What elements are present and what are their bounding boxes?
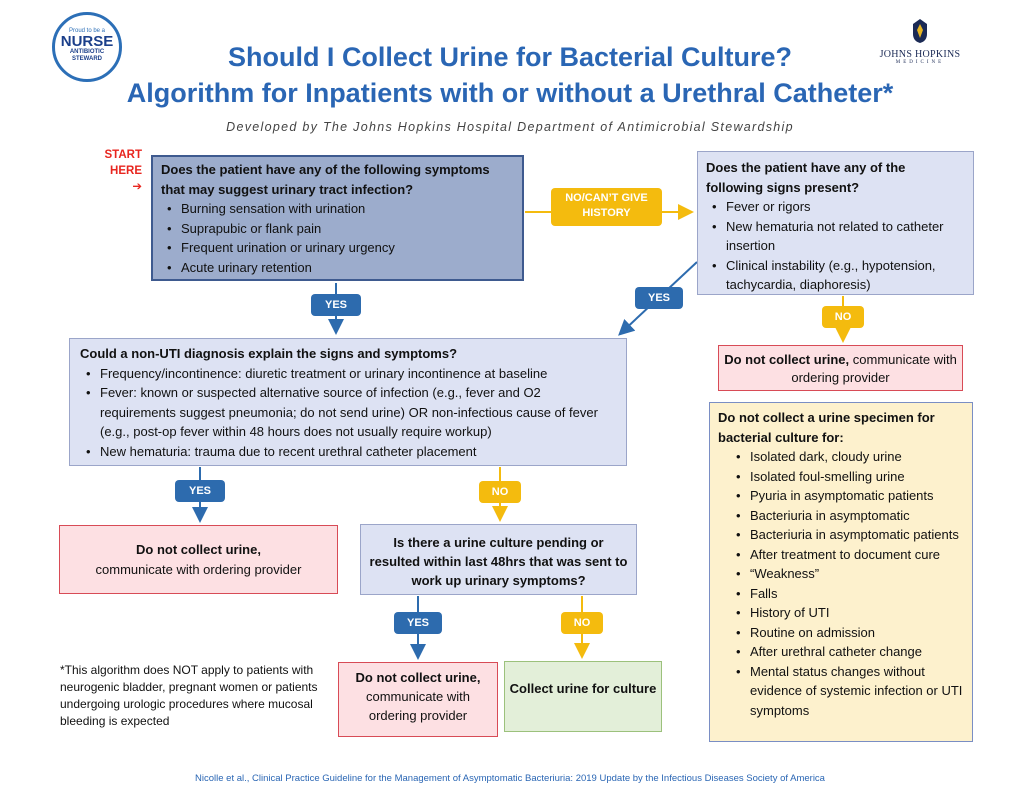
footnote: *This algorithm does NOT apply to patients with neurogenic bladder, pregnant women or patients undergoing urologic procedures where mucosal bleeding is expected bbox=[60, 663, 318, 728]
list-item: • Falls bbox=[730, 584, 964, 604]
dnc-left-bold: Do not collect urine, bbox=[136, 542, 261, 557]
list-item: • Frequency/incontinence: diuretic treatment or urinary incontinence at baseline bbox=[80, 364, 616, 384]
list-item: • Frequent urination or urinary urgency bbox=[161, 238, 514, 258]
signs-question-box bbox=[697, 151, 974, 295]
non-uti-question-box bbox=[69, 338, 627, 466]
list-item: • New hematuria not related to catheter insertion bbox=[706, 217, 965, 256]
list-item: • Fever: known or suspected alternative source of infection (e.g., fever and O2 requirements suggest pneumonia; do not send urine) OR non-infectious cause of fever (e.g., post-op fever within 48 hours does not usually require workup) bbox=[80, 383, 616, 442]
nonuti-heading: Could a non-UTI diagnosis explain the signs and symptoms? bbox=[80, 346, 458, 361]
page-title-line2: Algorithm for Inpatients with or without a Urethral Catheter* bbox=[126, 78, 894, 108]
do-not-collect-box-right bbox=[718, 345, 963, 391]
list-item: • Clinical instability (e.g., hypotension, tachycardia, diaphoresis) bbox=[706, 256, 965, 295]
logo-nurse: NURSE bbox=[60, 33, 114, 50]
no-label-culture: NO bbox=[561, 612, 603, 634]
citation: Nicolle et al., Clinical Practice Guideline for the Management of Asymptomatic Bacteriuria: 2019 Update by the Infectious Diseases Society of America bbox=[195, 773, 825, 784]
logo-antibiotic: ANTIBIOTIC bbox=[69, 49, 105, 55]
list-item: • Acute urinary retention bbox=[161, 258, 514, 278]
list-item: • Fever or rigors bbox=[706, 197, 965, 217]
list-item: • Isolated dark, cloudy urine bbox=[730, 447, 964, 467]
list-item: • “Weakness” bbox=[730, 564, 964, 584]
list-item: • After treatment to document cure bbox=[730, 545, 964, 565]
do-not-collect-box-bottom bbox=[338, 662, 498, 737]
logo-tagline: Proud to be a bbox=[68, 28, 106, 34]
nocollect-heading: Do not collect a urine specimen for bacterial culture for: bbox=[718, 410, 935, 445]
nocollect-list bbox=[718, 447, 964, 720]
list-item: • Pyuria in asymptomatic patients bbox=[730, 486, 964, 506]
start-label-line1: START bbox=[104, 149, 142, 161]
page-subtitle: Developed by The Johns Hopkins Hospital Department of Antimicrobial Stewardship bbox=[226, 120, 794, 134]
yes-label-nonuti: YES bbox=[175, 480, 225, 502]
list-item: • After urethral catheter change bbox=[730, 642, 964, 662]
dnc-right-text: communicate with ordering provider bbox=[791, 352, 957, 385]
dnc-left-text: communicate with ordering provider bbox=[95, 561, 302, 577]
yes-label-culture: YES bbox=[394, 612, 442, 634]
start-here-label bbox=[98, 147, 142, 195]
nonuti-list bbox=[80, 364, 616, 462]
list-item: • Isolated foul-smelling urine bbox=[730, 467, 964, 487]
no-label-nonuti: NO bbox=[479, 481, 521, 503]
no-history-label: NO/CAN’T GIVE HISTORY bbox=[551, 188, 662, 226]
list-item: • Suprapubic or flank pain bbox=[161, 219, 514, 239]
yes-label-signs: YES bbox=[635, 287, 683, 309]
symptoms-question-box bbox=[151, 155, 524, 281]
jh-sub: MEDICINE bbox=[895, 60, 945, 65]
shield-icon bbox=[911, 18, 929, 44]
page-title: Should I Collect Urine for Bacterial Culture? bbox=[227, 42, 793, 72]
start-label-line2: HERE ➔ bbox=[110, 165, 142, 193]
dnc-bottom-text: communicate with ordering provider bbox=[365, 689, 471, 723]
jh-name: JOHNS HOPKINS bbox=[879, 49, 961, 60]
do-not-collect-list-box bbox=[709, 402, 973, 742]
list-item: • Bacteriuria in asymptomatic bbox=[730, 506, 964, 526]
signs-list bbox=[706, 197, 965, 295]
yes-label-symptoms: YES bbox=[311, 294, 361, 316]
list-item: • Routine on admission bbox=[730, 623, 964, 643]
culture-pending-question-box: Is there a urine culture pending or resulted within last 48hrs that was sent to work up urinary symptoms? bbox=[360, 524, 637, 595]
list-item: • Mental status changes without evidence of systemic infection or UTI symptoms bbox=[730, 662, 964, 721]
signs-heading: Does the patient have any of the following signs present? bbox=[706, 160, 906, 195]
dnc-bottom-bold: Do not collect urine, bbox=[355, 670, 481, 685]
do-not-collect-box-left bbox=[59, 525, 338, 594]
list-item: • History of UTI bbox=[730, 603, 964, 623]
dnc-right-bold: Do not collect urine, bbox=[724, 352, 850, 367]
symptoms-list bbox=[161, 199, 514, 277]
logo-steward: STEWARD bbox=[72, 56, 102, 62]
collect-urine-box: Collect urine for culture bbox=[504, 661, 662, 732]
list-item: • New hematuria: trauma due to recent urethral catheter placement bbox=[80, 442, 616, 462]
list-item: • Burning sensation with urination bbox=[161, 199, 514, 219]
list-item: • Bacteriuria in asymptomatic patients bbox=[730, 525, 964, 545]
symptoms-heading: Does the patient have any of the following symptoms that may suggest urinary tract infection? bbox=[161, 162, 490, 197]
no-label-signs: NO bbox=[822, 306, 864, 328]
